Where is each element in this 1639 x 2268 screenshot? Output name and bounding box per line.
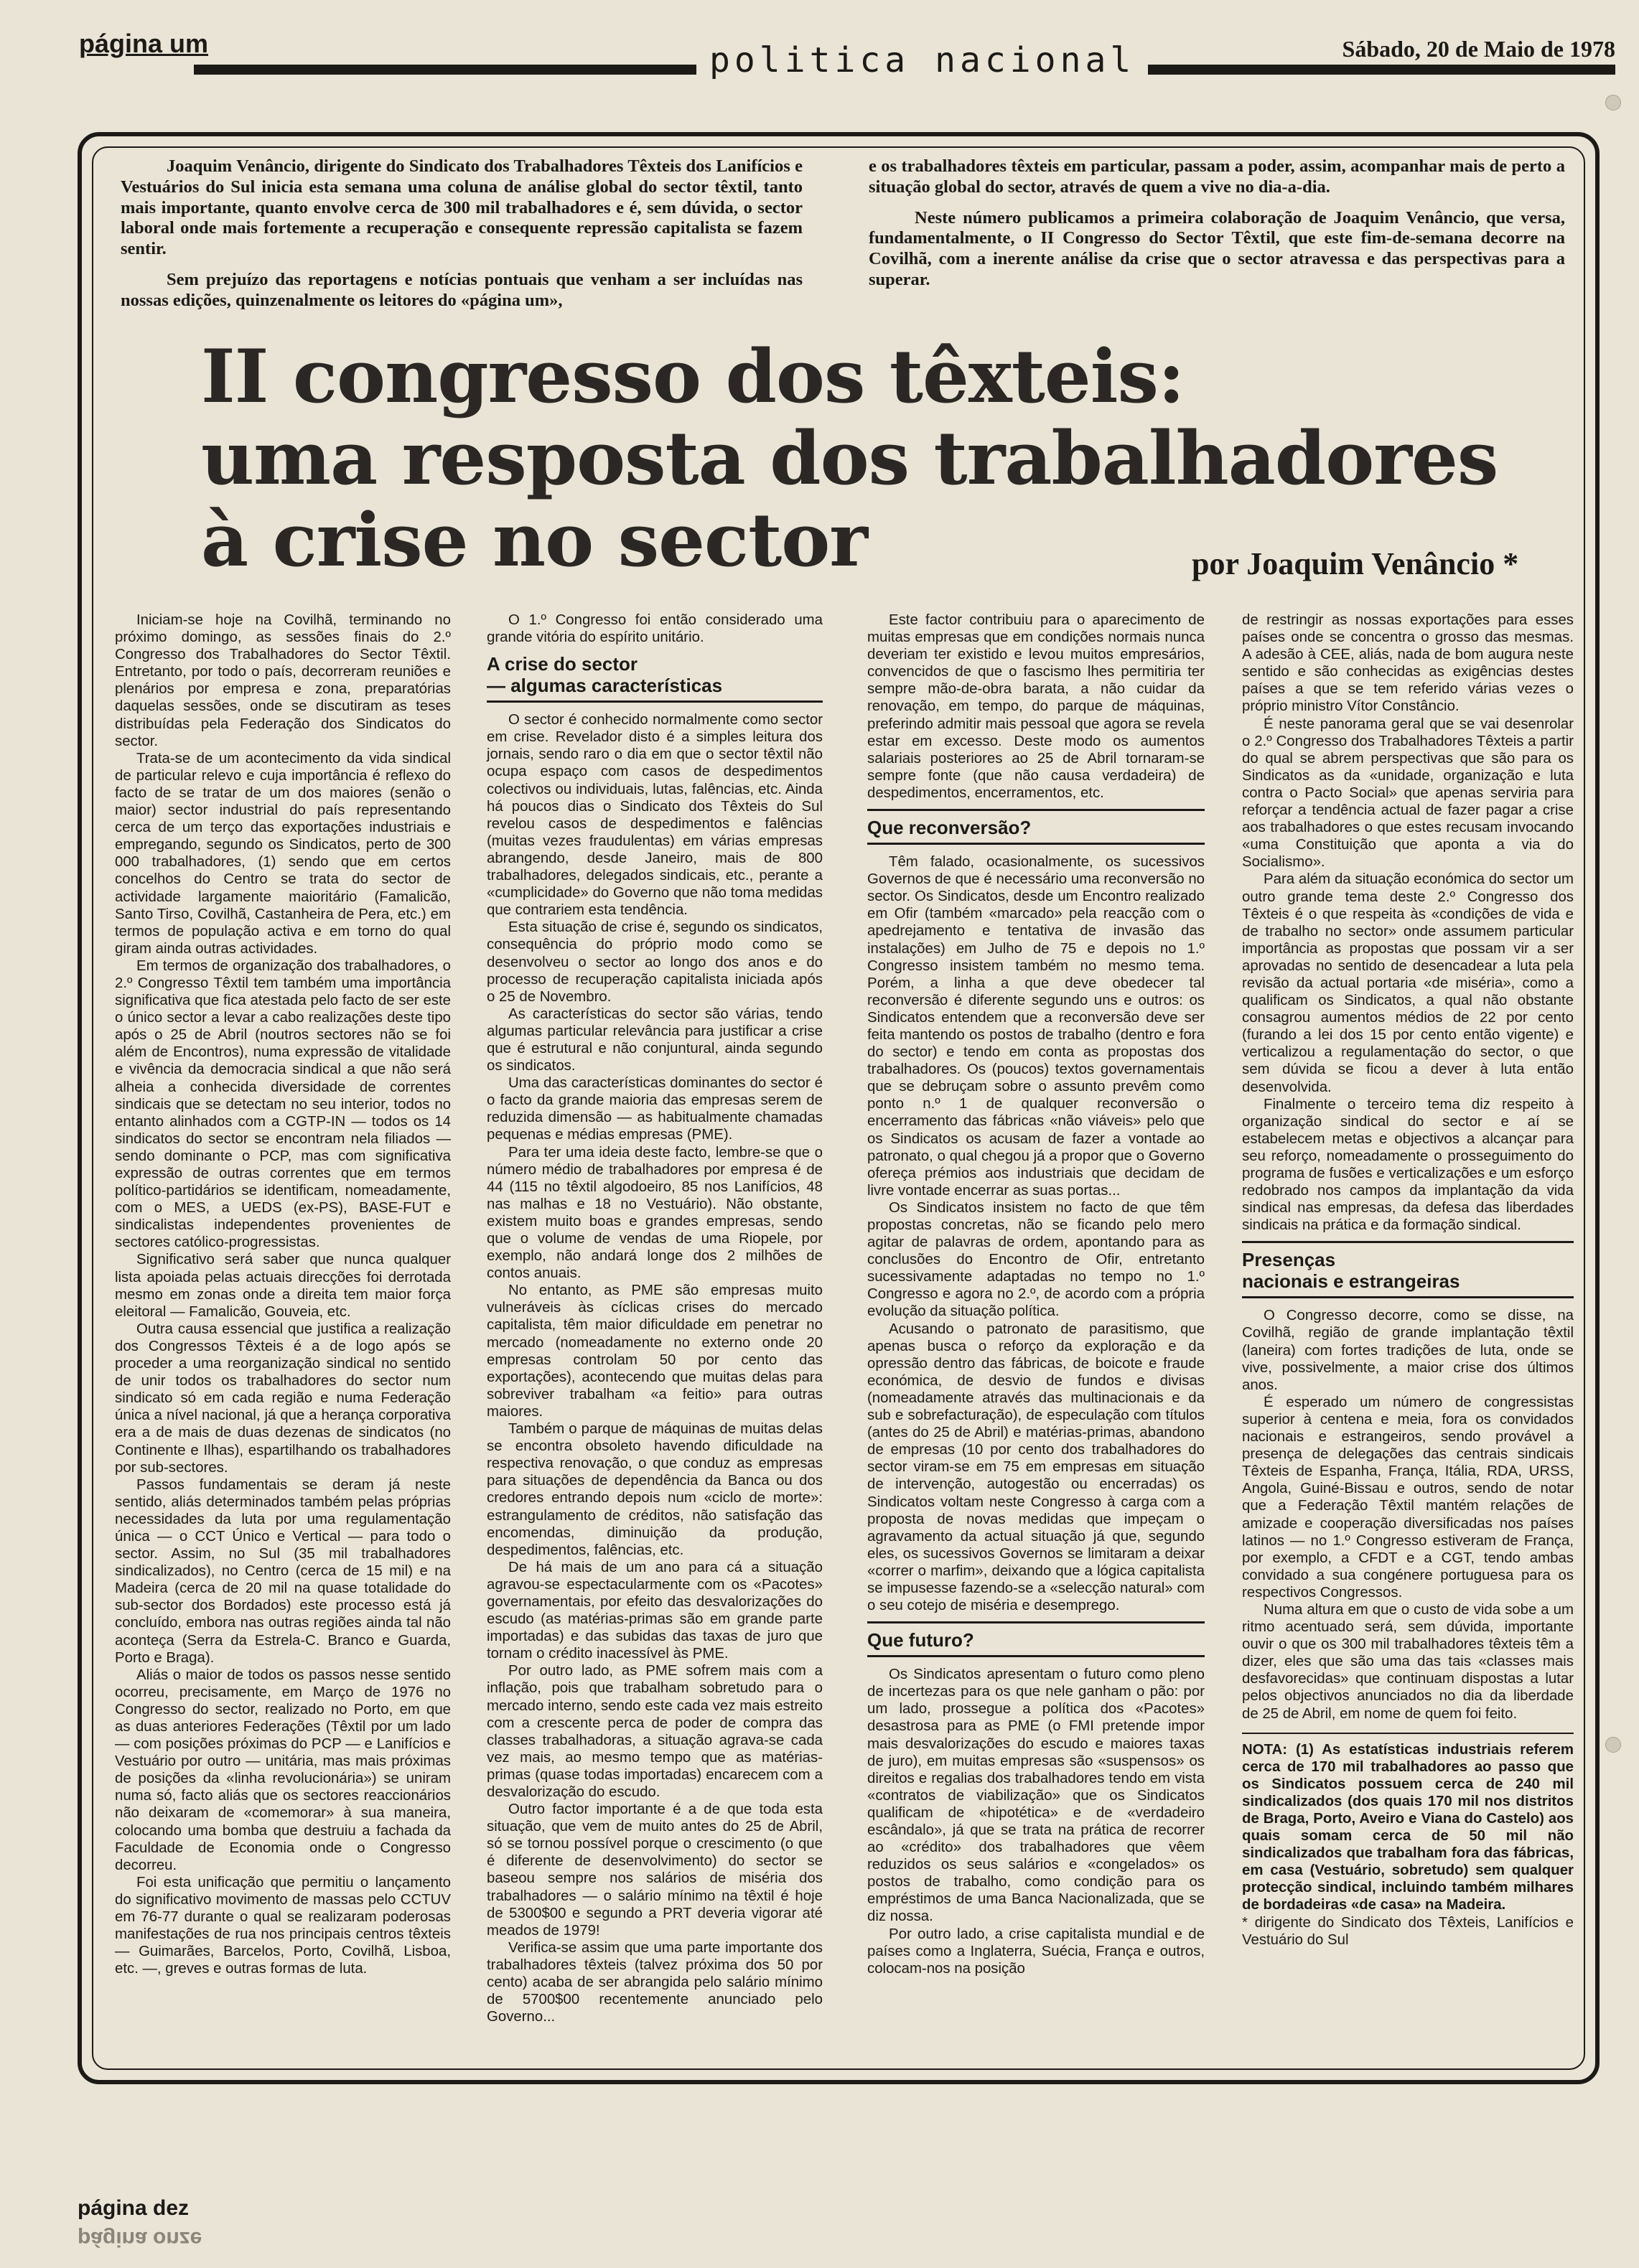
publication-name: página um [79, 29, 209, 58]
body-paragraph: Para além da situação económica do sector um outro grande tema deste 2.º Congresso dos Têxteis é o que respeita às «condições de vida e de trabalho no sector» onde assumem particular importância as propostas que possam vir a ser aprovadas no sentido de desencadear a luta pela revisão da actual portaria «de miséria», como a qualificam os Sindicatos, a qual não obstante consagrou aumentos médios de 22 por cento (furando a lei dos 15 por cento então vigente) e verticalizou a regulamentação do sector, o que sem dúvida se ficou a dever à luta então desenvolvida. [1242, 871, 1574, 1095]
column-4 [1242, 611, 1574, 1949]
intro-left [121, 156, 803, 322]
body-paragraph: O sector é conhecido normalmente como sector em crise. Revelador disto é a simples leitura dos jornais, sendo raro o dia em que o sector têxtil não ocupa espaço com casos de despedimentos colectivos ou individuais, lutas, falências, etc. Ainda há poucos dias o Sindicato dos Têxteis do Sul revelou casos de despedimentos e falências (muitas vezes fraudulentas) em várias empresas abrangendo, desde Janeiro, mais de 800 trabalhadores, delegados sindicais, etc., perante a «cumplicidade» do Governo que não toma medidas que contrariem esta tendência. [487, 712, 823, 919]
body-paragraph: O 1.º Congresso foi então considerado uma grande vitória do espírito unitário. [487, 612, 823, 646]
body-paragraph: Trata-se de um acontecimento da vida sindical de particular relevo e cuja importância é reflexo do facto de se tratar de um dos maiores (senão o maior) sector industrial do país representando cerca de um terço das exportações industriais e empregando, segundo os Sindicatos, perto de 300 000 trabalhadores, (1) sendo que em certos concelhos do Centro se trata do sector de actividade largamente maioritário (Famalicão, Santo Tirso, Covilhã, Castanheira de Pera, etc.) em termos de população activa e em torno do qual giram ainda outras actividades. [115, 750, 451, 957]
body-paragraph: Foi esta unificação que permitiu o lançamento do significativo movimento de massas pelo CCTUV em 76-77 durante o qual se realizaram poderosas manifestações de rua nos principais centros têxteis — Guimarães, Barcelos, Porto, Covilhã, Lisboa, etc. —, greves e outras formas de luta. [115, 1874, 451, 1977]
body-paragraph: Aliás o maior de todos os passos nesse sentido ocorreu, precisamente, em Março de 1976 no Congresso do sector, realizado no Porto, em que as duas anteriores Federações (Têxtil por um lado — com posições próximas do PCP — e Lanifícios e Vestuário por outro — unitária, mas mais próximas de posições da «linha revolucionária») se uniram numa só, facto aliás que os sectores reaccionários não deixaram de «comemorar» à sua maneira, colocando uma bomba que destruiu a fachada da Faculdade de Economia onde o Congresso decorreu. [115, 1667, 451, 1873]
body-paragraph: Verifica-se assim que uma parte importante dos trabalhadores têxteis (talvez próxima dos 50 por cento) acaba de ser abrangida pelo salário mínimo de 5700$00 recentemente anunciado pelo Governo... [487, 1939, 823, 2025]
column-1 [115, 611, 451, 1977]
body-paragraph: Significativo será saber que nunca qualquer lista apoiada pelas actuais direcções foi derrotada mesmo em zonas onde a direita tem maior força eleitoral — Famalicão, Gouveia, etc. [115, 1252, 451, 1320]
body-paragraph: Passos fundamentais se deram já neste sentido, aliás determinados também pelas próprias necessidades da luta por uma regulamentação única — o CCT Único e Vertical — para todo o sector. Assim, no Sul (35 mil trabalhadores sindicalizados), no Centro (cerca de 15 mil) e na Madeira (cerca de 20 mil na quase totalidade do sub-sector dos Bordados) este processo está já concluído, embora nas outras regiões ainda tal não aconteça (Serra da Estrela-C. Branco e Guarda, Porto e Braga). [115, 1476, 451, 1666]
body-paragraph: Este factor contribuiu para o aparecimento de muitas empresas que em condições normais nunca deveriam ter existido e levou muitos empresários, convencidos de que o fascismo lhes permitiria ter sempre mão-de-obra barata, a não cuidar da renovação, em tempo, do parque de máquinas, preferindo admitir mais pessoal que agora se revela estar em excesso. Deste modo os aumentos salariais posteriores ao 25 de Abril tornaram-se sempre fonte (que não causa verdadeira) de despedimentos, encerramentos, etc. [867, 612, 1205, 801]
page-number: página dez [78, 2196, 190, 2220]
punch-hole [1605, 1737, 1621, 1753]
byline: por Joaquim Venâncio * [1192, 546, 1519, 581]
intro-paragraph: Joaquim Venâncio, dirigente do Sindicato dos Trabalhadores Têxteis dos Lanifícios e Vestuários do Sul inicia esta semana uma coluna de análise global do sector têxtil, tanto mais importante, quanto envolve cerca de 300 mil trabalhadores e é, sem dúvida, o sector laboral onde mais fortemente a recuperação e consequente repressão capitalista se fazem sentir. [121, 156, 803, 259]
section-title: politica nacional [696, 40, 1148, 80]
punch-hole [1605, 95, 1621, 111]
intro-paragraph: Sem prejuízo das reportagens e notícias pontuais que venham a ser incluídas nas nossas edições, quinzenalmente os leitores do «página um», [121, 269, 803, 310]
headline-line: II congresso dos têxteis: [201, 334, 1185, 420]
subheading-crise: A crise do sector — algumas características [487, 653, 823, 703]
body-paragraph: É neste panorama geral que se vai desenrolar o 2.º Congresso dos Trabalhadores Têxteis a partir do qual se abrem perspectivas que são para os Sindicatos as da «unidade, organização e luta contra o Pacto Social» que apenas serviria para reforçar a tendência actual de fazer pagar a crise aos trabalhadores o que estes recusam invocando «uma Constituição que aponta a via do Socialismo». [1242, 716, 1574, 871]
body-paragraph: Outro factor importante é a de que toda esta situação, que vem de muito antes do 25 de Abril, só se tornou possível porque o crescimento (o que é diferente de desenvolvimento) do sector se baseou sempre nos salários de miséria dos trabalhadores — o salário mínimo na têxtil é hoje de 5300$00 e segundo a PRT deveria vigorar até meados de 1979! [487, 1801, 823, 1939]
body-paragraph: Por outro lado, a crise capitalista mundial e de países como a Inglaterra, Suécia, França e outros, colocam-nos na posição [867, 1926, 1205, 1977]
body-paragraph: De há mais de um ano para cá a situação agravou-se espectacularmente com os «Pacotes» governamentais, por efeito das desvalorizações do escudo (as matérias-primas são em grande parte importadas) e das subidas das taxas de juro que tornam o crédito inacessível às PME. [487, 1559, 823, 1662]
column-2 [487, 611, 823, 2025]
body-paragraph: Os Sindicatos insistem no facto de que têm propostas concretas, não se ficando pelo mero agitar de palavras de ordem, apontando para as conclusões do Encontro de Ofir, entretanto sucessivamente adaptadas no tempo no 1.º Congresso e agora no 2.º, de acordo com a própria evolução da situação política. [867, 1199, 1205, 1320]
issue-date: Sábado, 20 de Maio de 1978 [1332, 36, 1615, 62]
body-paragraph: Uma das características dominantes do sector é o facto da grande maioria das empresas serem de reduzida dimensão — as habitualmente chamadas pequenas e médias empresas (PME). [487, 1075, 823, 1143]
body-paragraph: Numa altura em que o custo de vida sobe a um ritmo acentuado será, sem dúvida, importante ouvir o que os 300 mil trabalhadores têxteis têm a dizer, eles que são uma das tais «classes mais desfavorecidas» que continuam dispostas a lutar pelos objectivos anunciados no dia da liberdade de 25 de Abril, em nome de quem foi feito. [1242, 1601, 1574, 1722]
subheading-presencas: Presenças nacionais e estrangeiras [1242, 1241, 1574, 1298]
intro-paragraph: Neste número publicamos a primeira colaboração de Joaquim Venâncio, que versa, fundamentalmente, o II Congresso do Sector Têxtil, que este fim-de-semana decorre na Covilhã, com a inerente análise da crise que o sector atravessa e das perspectivas para a superar. [869, 207, 1565, 289]
body-paragraph: Finalmente o terceiro tema diz respeito à organização sindical do sector e aí se estabelecem metas e objectivos a alcançar para seu reforço, nomeadamente o prosseguimento do programa de fusões e verticalizações e um esforço redobrado nos campos da implantação da vida sindical nas empresas, da defesa das liberdades sindicais na prática e da formação sindical. [1242, 1096, 1574, 1234]
column-3 [867, 611, 1205, 1977]
body-paragraph: de restringir as nossas exportações para esses países onde se concentra o grosso das mesmas. A adesão à CEE, aliás, nada de bom augura neste sentido e são conhecidas as exigências destes países a que se tem referido várias vezes o próprio ministro Vítor Constâncio. [1242, 612, 1574, 715]
subheading-futuro: Que futuro? [867, 1621, 1205, 1657]
intro-paragraph: e os trabalhadores têxteis em particular, passam a poder, assim, acompanhar mais de perto a situação global do sector, através de quem a vive no dia-a-dia. [869, 156, 1565, 197]
body-paragraph: Iniciam-se hoje na Covilhã, terminando no próximo domingo, as sessões finais do 2.º Congresso dos Trabalhadores do Sector Têxtil. Entretanto, por todo o país, decorreram reuniões e plenários por empresa e zona, preparatórias daquelas sessões, onde se discutiram as teses distribuídas pela Federação dos Sindicatos do sector. [115, 612, 451, 749]
bleed-through-text: página onze [78, 2227, 202, 2251]
body-paragraph: Acusando o patronato de parasitismo, que apenas busca o reforço da exploração e da opressão dentro das fábricas, de boicote e fraude económica, de desvio de fundos e divisas (nomeadamente através das multinacionais e da sub e sobrefacturação), de especulação com títulos (antes do 25 de Abril) e matérias-primas, abandono de empresas (10 por cento dos trabalhadores do sector viram-se em 75 em empresas em situação de intervenção, autogestão ou encerradas) os Sindicatos voltam neste Congresso à carga com a proposta de novas medidas que impeçam o agravamento da actual situação já que, segundo eles, os sucessivos Governos se limitaram a deixar «correr o marfim», deixando que a lógica capitalista se impusesse fazendo-se a «selecção natural» com o seu cotejo de miséria e desemprego. [867, 1321, 1205, 1614]
body-paragraph: Outra causa essencial que justifica a realização dos Congressos Têxteis é a de logo após se proceder a uma reorganização sindical no sentido de unir todos os trabalhadores do sector num sindicato só em cada região e numa Federação única a nível nacional, já que a herança corporativa era a de mais de duas dezenas de sindicatos (no Continente e Ilhas), espartilhando os trabalhadores por sub-sectores. [115, 1321, 451, 1476]
subheading-reconversao: Que reconversão? [867, 809, 1205, 845]
headline [201, 334, 1498, 584]
body-paragraph: Esta situação de crise é, segundo os sindicatos, consequência do próprio modo como se desenvolveu o sector ao longo dos anos e do processo de recuperação capitalista iniciada após o 25 de Novembro. [487, 919, 823, 1005]
body-paragraph: É esperado um número de congressistas superior à centena e meia, fora os convidados nacionais e estrangeiros, sendo provável a presença de delegações das centrais sindicais Têxteis de Espanha, França, Itália, RDA, URSS, Angola, Guiné-Bissau e outros, sendo de notar que a Federação Têxtil mantém relações de amizade e cooperação diversificadas nos países latinos — no 1.º Congresso estiveram de França, por exemplo, a CFDT e a CGT, tendo ambas convidado a sua congénere portuguesa para os respectivos Congressos. [1242, 1394, 1574, 1601]
footnote-text: NOTA: (1) As estatísticas industriais referem cerca de 170 mil trabalhadores ao passo que os Sindicatos possuem cerca de 240 mil sindicalizados (dos quais 170 mil nos distritos de Braga, Porto, Aveiro e Viana do Castelo) aos quais somam cerca de 50 mil não sindicalizados que trabalham fora das fábricas, em casa (Vestuário, sobretudo) sem qualquer protecção sindical, incluindo também milhares de bordadeiras «de casa» na Madeira. [1242, 1741, 1574, 1913]
body-paragraph: Também o parque de máquinas de muitas delas se encontra obsoleto havendo dificuldade na respectiva renovação, o que conduz as empresas para situações de dependência da Banca ou dos credores entrando depois num «ciclo de morte»: estrangulamento de créditos, não satisfação das encomendas, diminuição da produção, despedimentos, falências, etc. [487, 1421, 823, 1558]
author-signature: * dirigente do Sindicato dos Têxteis, Lanifícios e Vestuário do Sul [1242, 1914, 1574, 1948]
body-paragraph: Têm falado, ocasionalmente, os sucessivos Governos de que é necessário uma reconversão no sector. Os Sindicatos, desde um Encontro realizado em Ofir (também «marcado» pela reacção com o apedrejamento e tentativa de invasão das instalações) em Julho de 75 e depois no 1.º Congresso insistem também no mesmo tema. Porém, a linha a que deve obedecer tal reconversão é diferente segundo uns e outros: os Sindicatos entendem que a reconversão deve ser feita mantendo os postos de trabalho (dentro e fora do sector) e tendo em conta as propostas dos trabalhadores. Os (poucos) textos governamentais que se debruçam sobre o assunto prevêm como ponto n.º 1 de qualquer reconversão o encerramento das fábricas «não viáveis» pelo que os Sindicatos os acusam de fazer a vontade ao patronato, o qual chegou já a propor que o Governo ofereça prémios aos industriais que decidam de livre vontade encerrar as suas portas... [867, 854, 1205, 1199]
headline-line: uma resposta dos trabalhadores [201, 416, 1498, 502]
body-paragraph: Por outro lado, as PME sofrem mais com a inflação, pois que trabalham sobretudo para o mercado interno, sendo este cada vez mais estreito com a crescente perca de poder de compra das classes trabalhadoras, a situação agrava-se cada vez mais, ao mesmo tempo que as matérias-primas (quase todas importadas) encarecem com a desvalorização do escudo. [487, 1663, 823, 1800]
headline-line: à crise no sector [201, 497, 868, 584]
body-paragraph: O Congresso decorre, como se disse, na Covilhã, região de grande implantação têxtil (laneira) com fortes tradições de luta, onde se vive, possivelmente, a maior crise dos últimos anos. [1242, 1308, 1574, 1393]
body-paragraph: Os Sindicatos apresentam o futuro como pleno de incertezas para os que nele ganham o pão: por um lado, prossegue a política dos «Pacotes» desastrosa para as PME (o FMI pretende impor mais desvalorizações do escudo e maiores taxas de juro), em muitas empresas são «suspensos» os direitos e regalias dos trabalhadores tendo em vista «contratos de viabilização» que os Sindicatos qualificam de «hipotética» e de «verdadeiro escândalo», já que se trata na prática de recorrer ao «crédito» dos trabalhadores que vêem reduzidos os seus salários e «congelados» os postos de trabalho, como condição para os empréstimos de uma Banca Nacionalizada, que se diz nossa. [867, 1667, 1205, 1925]
intro-right [869, 156, 1565, 301]
body-paragraph: Para ter uma ideia deste facto, lembre-se que o número médio de trabalhadores por empresa é de 44 (115 no têxtil algodoeiro, 85 nos Lanifícios, 48 nas malhas e 18 no Vestuário). Não obstante, existem muito boas e grandes empresas, sendo que o volume de vendas de uma Riopele, por exemplo, não andará longe dos 2 milhões de contos anuais. [487, 1144, 823, 1282]
masthead [79, 29, 1615, 86]
footnote [1242, 1733, 1574, 1949]
body-paragraph: As características do sector são várias, tendo algumas particular relevância para justificar a crise que é estrutural e não conjuntural, ainda segundo os sindicatos. [487, 1006, 823, 1074]
body-paragraph: Em termos de organização dos trabalhadores, o 2.º Congresso Têxtil tem também uma importância significativa que fica atestada pelo facto de ser este o único sector a levar a cabo realizações deste tipo após o 25 de Abril (noutros sectores não se foi além de Encontros), numa expressão de vitalidade e vivência da democracia sindical a que não será alheia a conhecida diversidade de correntes sindicais que se detectam no seu interior, todos no entanto alinhados com a CGTP-IN — todos os 14 sindicatos do sector se encontram nela filiados — sendo dominante o PCP, mas com significativa expressão de outras correntes que em termos político-partidários se identificam, nomeadamente, com o MES, a UEDS (ex-PS), BASE-FUT e sindicalistas independentes provenientes de sectores católico-progressistas. [115, 957, 451, 1251]
body-paragraph: No entanto, as PME são empresas muito vulneráveis às cíclicas crises do mercado capitalista, têm maior dificuldade em penetrar no mercado (nomeadamente no externo onde 20 empresas controlam 50 por cento das exportações), acontecendo que muitas delas para sobreviver trabalham «a feitio» para outras maiores. [487, 1283, 823, 1420]
